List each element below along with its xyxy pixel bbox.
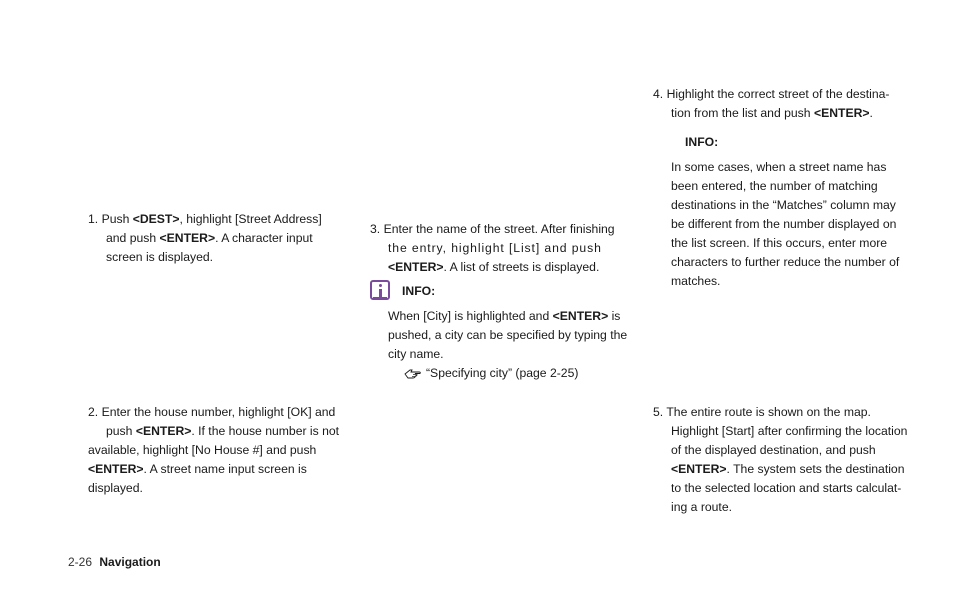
enter-key: <ENTER> bbox=[813, 106, 870, 120]
step-2-number: 2. bbox=[88, 405, 99, 419]
step-1: 1. Push <DEST>, highlight [Street Address] and push <ENTER>. A character input screen is displayed. bbox=[88, 212, 322, 264]
step-4: 4. Highlight the correct street of the destina- tion from the list and push <ENTER>. bbox=[653, 87, 890, 120]
info-heading: INFO: bbox=[685, 135, 719, 149]
enter-key: <ENTER> bbox=[671, 462, 727, 476]
info-block: In some cases, when a street name has been entered, the number of matching destinations in the “Matches” column may be different from the number displayed on the list screen. If this occurs, enter more characters to further reduce the number of matches. bbox=[671, 160, 900, 288]
step-4-number: 4. bbox=[653, 87, 664, 101]
page-number: 2-26 bbox=[68, 555, 93, 569]
enter-key: <ENTER> bbox=[135, 424, 192, 438]
step-3: 3. Enter the name of the street. After finishing the entry, highlight [List] and push <ENTER>. A list of streets is displayed. bbox=[370, 222, 615, 274]
step-1-number: 1. bbox=[88, 212, 99, 226]
section-title: Navigation bbox=[99, 555, 161, 569]
step-5: 5. The entire route is shown on the map. Highlight [Start] after confirming the location of the displayed destination, and push <ENTER>. The system sets the destination to the selected location and starts calculat- ing a route. bbox=[653, 405, 908, 514]
reference-link[interactable]: “Specifying city” (page 2-25) bbox=[426, 366, 579, 380]
reference-line bbox=[388, 364, 650, 383]
info-icon bbox=[370, 280, 390, 300]
step-3-number: 3. bbox=[370, 222, 381, 236]
enter-key: <ENTER> bbox=[159, 231, 216, 245]
info-heading: INFO: bbox=[402, 284, 436, 298]
enter-key: <ENTER> bbox=[88, 462, 144, 476]
reference-hand-icon bbox=[404, 367, 422, 379]
step-5-number: 5. bbox=[653, 405, 664, 419]
enter-key: <ENTER> bbox=[388, 260, 444, 274]
info-block: When [City] is highlighted and <ENTER> is pushed, a city can be specified by typing the city name. “Specifying city” (page 2-25) bbox=[388, 307, 650, 383]
dest-key: <DEST> bbox=[132, 212, 180, 226]
enter-key: <ENTER> bbox=[552, 309, 609, 323]
step-2: 2. Enter the house number, highlight [OK] and push <ENTER>. If the house number is not available, highlight [No House #] and push <ENTER>. A street name input screen is displayed. bbox=[88, 405, 340, 495]
page-footer bbox=[68, 555, 161, 569]
